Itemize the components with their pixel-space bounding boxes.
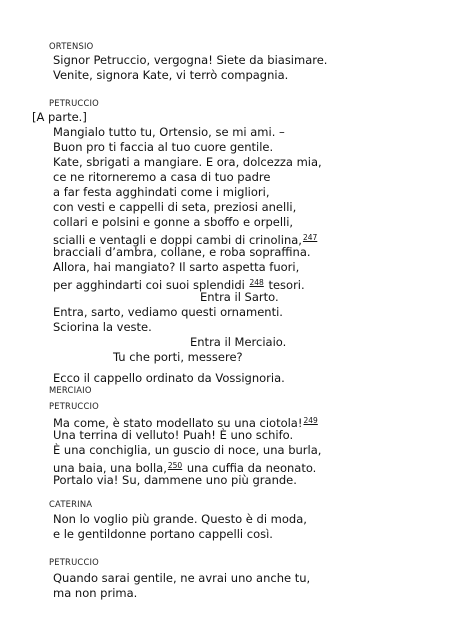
verse-text: per agghindarti coi suoi splendidi <box>53 278 245 292</box>
verse-line-indented: Tu che porti, messere? <box>113 350 243 364</box>
stage-direction-aside: [A parte.] <box>32 110 87 124</box>
verse-text: Ma come, è stato modellato su una ciotola! <box>53 416 303 430</box>
speaker-name: PETRUCCIO <box>49 98 99 108</box>
verse-line: Kate, sbrigati a mangiare. E ora, dolcezza mia, <box>53 155 322 169</box>
speaker-name: PETRUCCIO <box>49 401 99 411</box>
verse-line: Signor Petruccio, vergogna! Siete da biasimare. <box>53 53 328 67</box>
stage-direction: Entra il Merciaio. <box>190 335 287 349</box>
verse-text: scialli e ventagli e doppi cambi di crinolina, <box>53 233 302 247</box>
verse-line: Quando sarai gentile, ne avrai uno anche tu, <box>53 571 311 585</box>
stage-direction: Entra il Sarto. <box>200 290 279 304</box>
speaker-name: CATERINA <box>49 499 93 509</box>
verse-text: una cuffia da neonato. <box>186 461 317 475</box>
verse-line: Mangialo tutto tu, Ortensio, se mi ami. – <box>53 125 285 139</box>
verse-line: È una conchiglia, un guscio di noce, una burla, <box>53 443 322 457</box>
verse-line: Sciorina la veste. <box>53 320 152 334</box>
verse-line: Portalo via! Su, dammene uno più grande. <box>53 473 297 487</box>
verse-line: a far festa agghindati come i migliori, <box>53 185 270 199</box>
speaker-name: PETRUCCIO <box>49 557 99 567</box>
speaker-name: ORTENSIO <box>49 41 94 51</box>
footnote-ref[interactable]: 249 <box>303 416 318 425</box>
verse-line: collari e polsini e gonne a sboffo e orpelli, <box>53 215 294 229</box>
verse-line: Venite, signora Kate, vi terrò compagnia. <box>53 68 289 82</box>
footnote-ref[interactable]: 250 <box>167 461 183 470</box>
verse-line: Entra, sarto, vediamo questi ornamenti. <box>53 305 283 319</box>
speaker-name: MERCIAIO <box>49 385 92 395</box>
verse-text: una baia, una bolla, <box>53 461 167 475</box>
verse-line: Ecco il cappello ordinato da Vossignoria. <box>53 371 285 385</box>
verse-line: Non lo voglio più grande. Questo è di moda, <box>53 512 307 526</box>
verse-line: ce ne ritorneremo a casa di tuo padre <box>53 170 271 184</box>
footnote-ref[interactable]: 247 <box>302 233 318 242</box>
verse-line: ma non prima. <box>53 586 138 600</box>
verse-text: tesori. <box>268 278 305 292</box>
verse-line: Una terrina di velluto! Puah! È uno schifo. <box>53 428 294 442</box>
footnote-ref[interactable]: 248 <box>249 278 264 287</box>
verse-line: e le gentildonne portano cappelli così. <box>53 527 273 541</box>
verse-line: Allora, hai mangiato? Il sarto aspetta fuori, <box>53 260 300 274</box>
verse-line: bracciali d’ambra, collane, e roba sopraffina. <box>53 245 311 259</box>
verse-line: Buon pro ti faccia al tuo cuore gentile. <box>53 140 274 154</box>
verse-line: con vesti e cappelli di seta, preziosi anelli, <box>53 200 297 214</box>
